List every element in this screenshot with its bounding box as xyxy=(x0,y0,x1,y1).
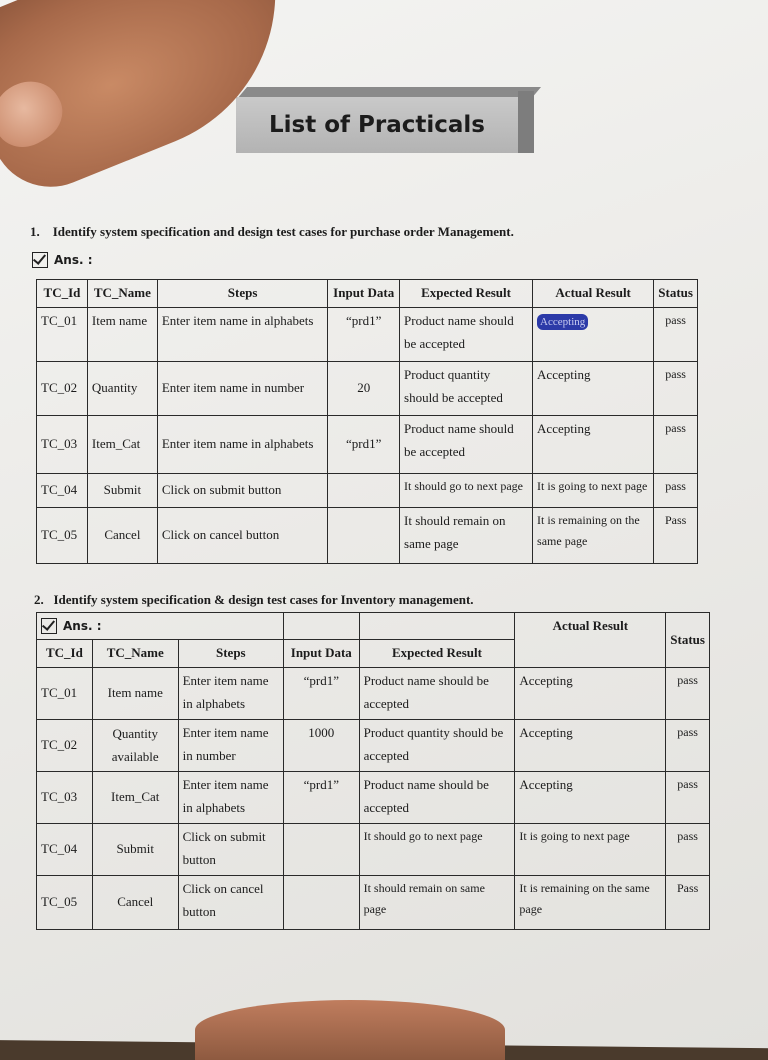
cell-expected-result: Product name should be accepted xyxy=(359,772,515,824)
cell-input-data: 20 xyxy=(328,361,400,415)
table-row xyxy=(37,415,698,473)
cell-expected-result: It should remain on same page xyxy=(359,876,515,930)
cell-tc-name: Cancel xyxy=(92,876,178,930)
cell-tc-id: TC_03 xyxy=(37,415,88,473)
question-1 xyxy=(30,224,514,240)
cell-input-data: “prd1” xyxy=(328,415,400,473)
cell-actual-result: Accepting xyxy=(515,772,666,824)
cell-steps: Click on submit button xyxy=(178,824,283,876)
cell-tc-id: TC_04 xyxy=(37,473,88,507)
cell-tc-name: Item name xyxy=(92,668,178,720)
cell-expected-result: Product name should be accepted xyxy=(359,668,515,720)
cell-input-data xyxy=(284,824,360,876)
table-header-row xyxy=(37,280,698,308)
cell-input-data xyxy=(328,507,400,563)
table-row xyxy=(37,507,698,563)
cell-input-data: “prd1” xyxy=(284,668,360,720)
header-tc-id: TC_Id xyxy=(37,280,88,308)
title-banner-side xyxy=(518,91,534,153)
cell-status: pass xyxy=(666,668,710,720)
cell-steps: Enter item name in alphabets xyxy=(157,415,328,473)
cell-expected-result: Product name should be accepted xyxy=(400,307,533,361)
cell-actual-result: Accepting xyxy=(515,668,666,720)
cell-tc-id: TC_04 xyxy=(37,824,93,876)
header-input-data: Input Data xyxy=(284,640,360,668)
scribbled-out-text: Accepting xyxy=(537,314,588,330)
cell-actual-result: It is remaining on the same page xyxy=(533,507,654,563)
cell-tc-id: TC_05 xyxy=(37,876,93,930)
cell-actual-result: Accepting xyxy=(533,415,654,473)
question-1-number: 1. xyxy=(30,224,40,239)
cell-expected-result: It should remain on same page xyxy=(400,507,533,563)
cell-input-data: “prd1” xyxy=(328,307,400,361)
answer-1-label xyxy=(32,252,93,268)
thumbnail-photo xyxy=(0,69,73,158)
cell-tc-name: Submit xyxy=(92,824,178,876)
header-expected-result: Expected Result xyxy=(400,280,533,308)
header-spacer xyxy=(515,640,666,668)
cell-expected-result: Product quantity should be accepted xyxy=(400,361,533,415)
test-case-table-2 xyxy=(36,612,710,930)
header-steps: Steps xyxy=(157,280,328,308)
cell-steps: Click on cancel button xyxy=(157,507,328,563)
header-steps: Steps xyxy=(178,640,283,668)
cell-steps: Enter item name in number xyxy=(178,720,283,772)
cell-steps: Click on cancel button xyxy=(178,876,283,930)
cell-actual-result: It is remaining on the same page xyxy=(515,876,666,930)
answer-2-label xyxy=(41,616,279,637)
cell-steps: Enter item name in alphabets xyxy=(178,668,283,720)
cell-expected-result: Product quantity should be accepted xyxy=(359,720,515,772)
cell-actual-result xyxy=(533,307,654,361)
answer-1-text: Ans. : xyxy=(54,253,93,267)
cell-actual-result: It is going to next page xyxy=(515,824,666,876)
title-banner xyxy=(236,87,536,153)
answer-2-label-cell xyxy=(37,613,284,640)
header-expected-result: Expected Result xyxy=(359,640,515,668)
cell-tc-name: Item_Cat xyxy=(92,772,178,824)
cell-tc-id: TC_01 xyxy=(37,668,93,720)
header-input-data: Input Data xyxy=(328,280,400,308)
question-2 xyxy=(34,592,474,608)
cell-steps: Enter item name in alphabets xyxy=(157,307,328,361)
table-row xyxy=(37,473,698,507)
cell-input-data: “prd1” xyxy=(284,772,360,824)
cell-status: pass xyxy=(654,361,698,415)
cell-tc-name: Item name xyxy=(87,307,157,361)
table-row xyxy=(37,307,698,361)
cell-status: pass xyxy=(666,772,710,824)
header-status: Status xyxy=(666,613,710,668)
cell-tc-id: TC_05 xyxy=(37,507,88,563)
table-row xyxy=(37,772,710,824)
checkbox-icon xyxy=(32,252,48,268)
table-row xyxy=(37,824,710,876)
header-spacer xyxy=(284,613,360,640)
cell-expected-result: It should go to next page xyxy=(400,473,533,507)
cell-tc-id: TC_03 xyxy=(37,772,93,824)
header-actual-result: Actual Result xyxy=(515,613,666,640)
table-header-row xyxy=(37,613,710,640)
header-actual-result: Actual Result xyxy=(533,280,654,308)
header-tc-name: TC_Name xyxy=(92,640,178,668)
cell-steps: Enter item name in number xyxy=(157,361,328,415)
finger-photo xyxy=(195,1000,505,1060)
cell-status: Pass xyxy=(666,876,710,930)
cell-status: pass xyxy=(654,473,698,507)
checkbox-icon xyxy=(41,618,57,634)
table-row xyxy=(37,720,710,772)
page-title: List of Practicals xyxy=(236,97,518,153)
cell-tc-id: TC_02 xyxy=(37,361,88,415)
header-tc-name: TC_Name xyxy=(87,280,157,308)
cell-status: pass xyxy=(666,824,710,876)
table-row xyxy=(37,876,710,930)
cell-input-data: 1000 xyxy=(284,720,360,772)
cell-tc-name: Cancel xyxy=(87,507,157,563)
cell-steps: Click on submit button xyxy=(157,473,328,507)
cell-tc-id: TC_02 xyxy=(37,720,93,772)
question-1-text: Identify system specification and design test cases for purchase order Management. xyxy=(52,224,514,239)
table-row xyxy=(37,668,710,720)
question-2-text: Identify system specification & design test cases for Inventory management. xyxy=(53,592,474,607)
cell-status: pass xyxy=(666,720,710,772)
table-row xyxy=(37,361,698,415)
cell-input-data xyxy=(328,473,400,507)
cell-actual-result: Accepting xyxy=(515,720,666,772)
table-header-row xyxy=(37,640,710,668)
cell-tc-id: TC_01 xyxy=(37,307,88,361)
question-2-number: 2. xyxy=(34,592,44,607)
cell-steps: Enter item name in alphabets xyxy=(178,772,283,824)
cell-actual-result: Accepting xyxy=(533,361,654,415)
cell-tc-name: Submit xyxy=(87,473,157,507)
cell-tc-name: Quantity available xyxy=(92,720,178,772)
header-tc-id: TC_Id xyxy=(37,640,93,668)
header-spacer xyxy=(359,613,515,640)
cell-status: pass xyxy=(654,415,698,473)
cell-status: Pass xyxy=(654,507,698,563)
cell-input-data xyxy=(284,876,360,930)
test-case-table-1 xyxy=(36,279,698,564)
answer-2-text: Ans. : xyxy=(63,618,102,633)
cell-tc-name: Quantity xyxy=(87,361,157,415)
cell-expected-result: Product name should be accepted xyxy=(400,415,533,473)
cell-tc-name: Item_Cat xyxy=(87,415,157,473)
header-status: Status xyxy=(654,280,698,308)
cell-actual-result: It is going to next page xyxy=(533,473,654,507)
cell-expected-result: It should go to next page xyxy=(359,824,515,876)
cell-status: pass xyxy=(654,307,698,361)
